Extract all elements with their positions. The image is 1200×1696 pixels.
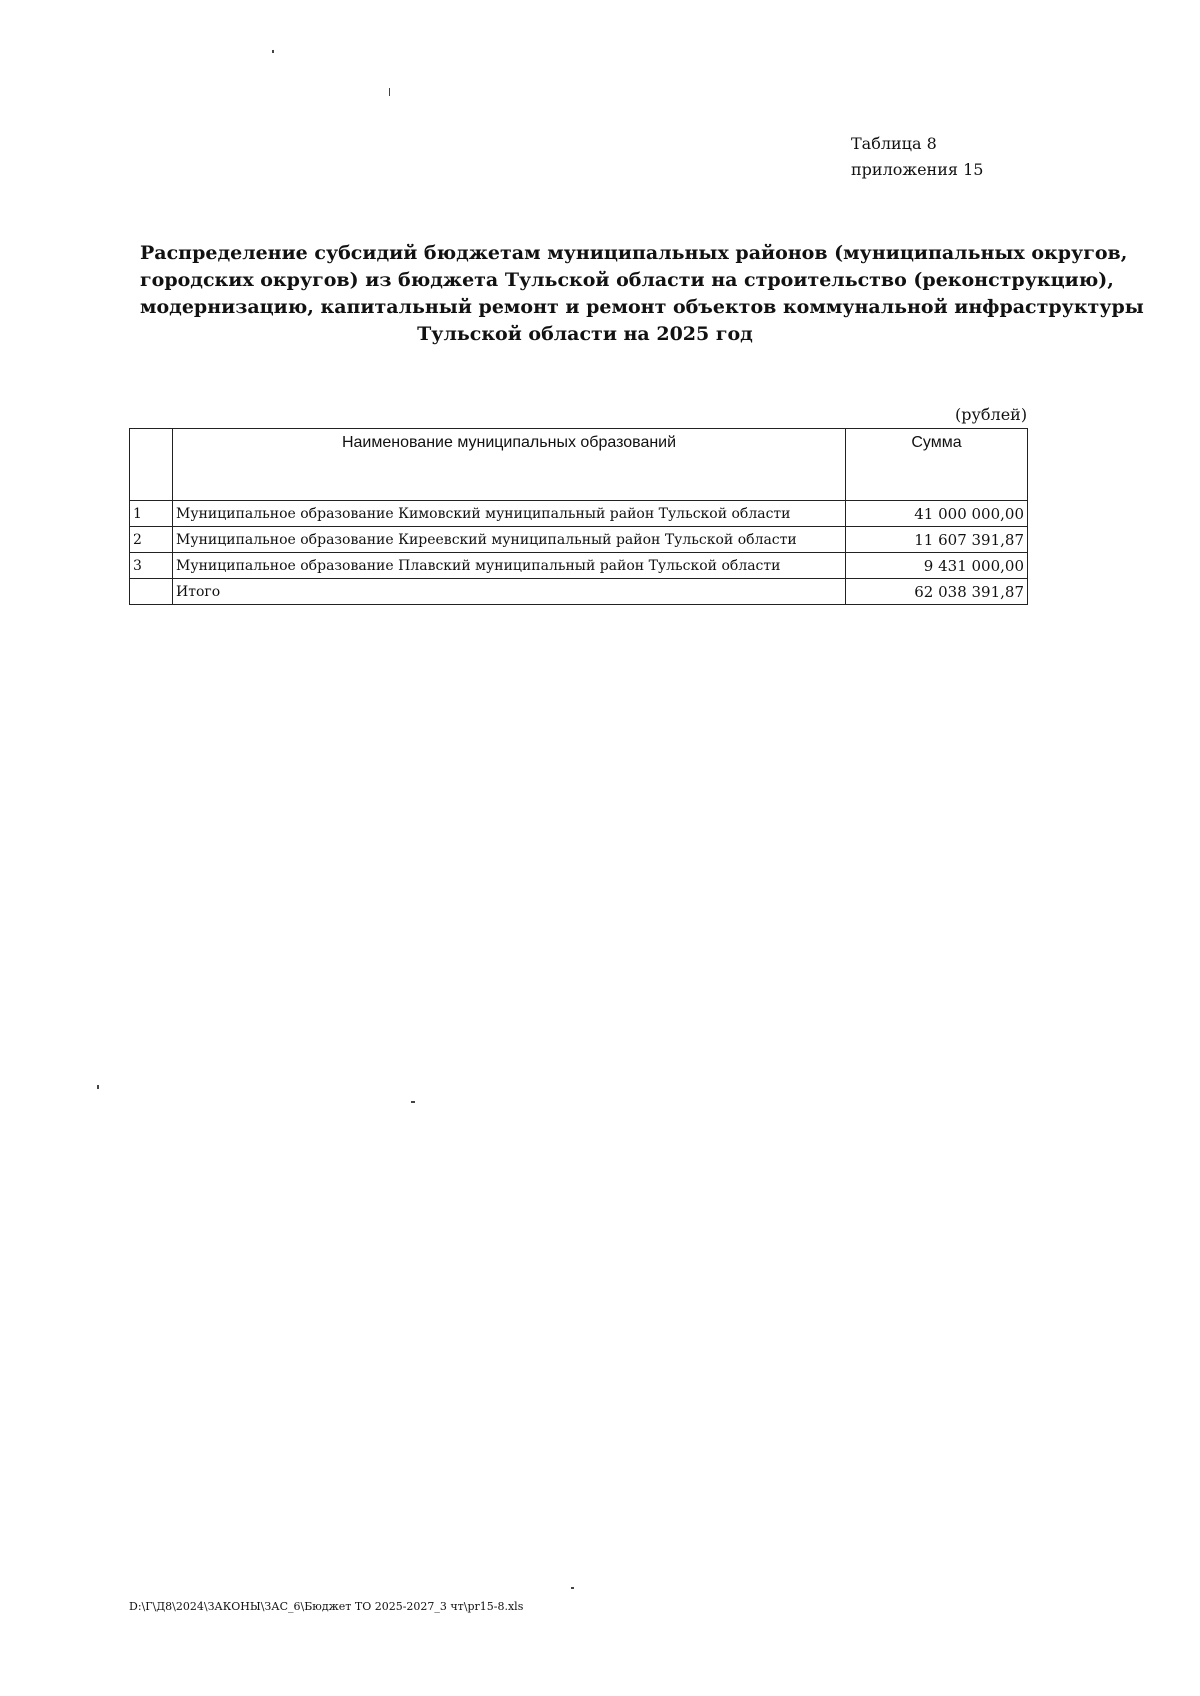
row-num: 3 bbox=[130, 553, 173, 579]
subsidy-table bbox=[129, 428, 1028, 605]
table-label: Таблица 8 bbox=[851, 134, 937, 153]
appendix-label: приложения 15 bbox=[851, 160, 984, 179]
row-num: 1 bbox=[130, 501, 173, 527]
file-path: D:\Г\Д8\2024\ЗАКОНЫ\ЗАС_6\Бюджет ТО 2025-2027_3 чт\pr15-8.xls bbox=[129, 1600, 524, 1613]
title-line: Распределение субсидий бюджетам муниципальных районов (муниципальных округов, bbox=[140, 242, 1128, 264]
header-name: Наименование муниципальных образований bbox=[173, 429, 846, 501]
row-sum: 11 607 391,87 bbox=[846, 527, 1028, 553]
scan-speck bbox=[571, 1587, 574, 1589]
table-row bbox=[130, 501, 1028, 527]
row-name: Муниципальное образование Киреевский муниципальный район Тульской области bbox=[173, 527, 846, 553]
title-line: Тульской области на 2025 год bbox=[417, 323, 753, 345]
row-name: Муниципальное образование Плавский муниципальный район Тульской области bbox=[173, 553, 846, 579]
row-num: 2 bbox=[130, 527, 173, 553]
table-row bbox=[130, 527, 1028, 553]
header-sum: Сумма bbox=[846, 429, 1028, 501]
scan-speck bbox=[272, 50, 274, 53]
title-line: модернизацию, капитальный ремонт и ремонт объектов коммунальной инфраструктуры bbox=[140, 296, 1144, 318]
total-sum: 62 038 391,87 bbox=[846, 579, 1028, 605]
table-header-row bbox=[130, 429, 1028, 501]
units-label: (рублей) bbox=[955, 405, 1028, 424]
table-reference bbox=[851, 131, 983, 183]
scan-speck bbox=[411, 1101, 415, 1103]
header-num bbox=[130, 429, 173, 501]
scan-speck bbox=[389, 88, 390, 96]
row-name: Муниципальное образование Кимовский муниципальный район Тульской области bbox=[173, 501, 846, 527]
row-sum: 41 000 000,00 bbox=[846, 501, 1028, 527]
total-row bbox=[130, 579, 1028, 605]
table-row bbox=[130, 553, 1028, 579]
total-label: Итого bbox=[173, 579, 846, 605]
row-sum: 9 431 000,00 bbox=[846, 553, 1028, 579]
total-num bbox=[130, 579, 173, 605]
document-title bbox=[140, 240, 1144, 348]
scan-speck bbox=[97, 1085, 99, 1089]
title-line: городских округов) из бюджета Тульской области на строительство (реконструкцию), bbox=[140, 269, 1114, 291]
